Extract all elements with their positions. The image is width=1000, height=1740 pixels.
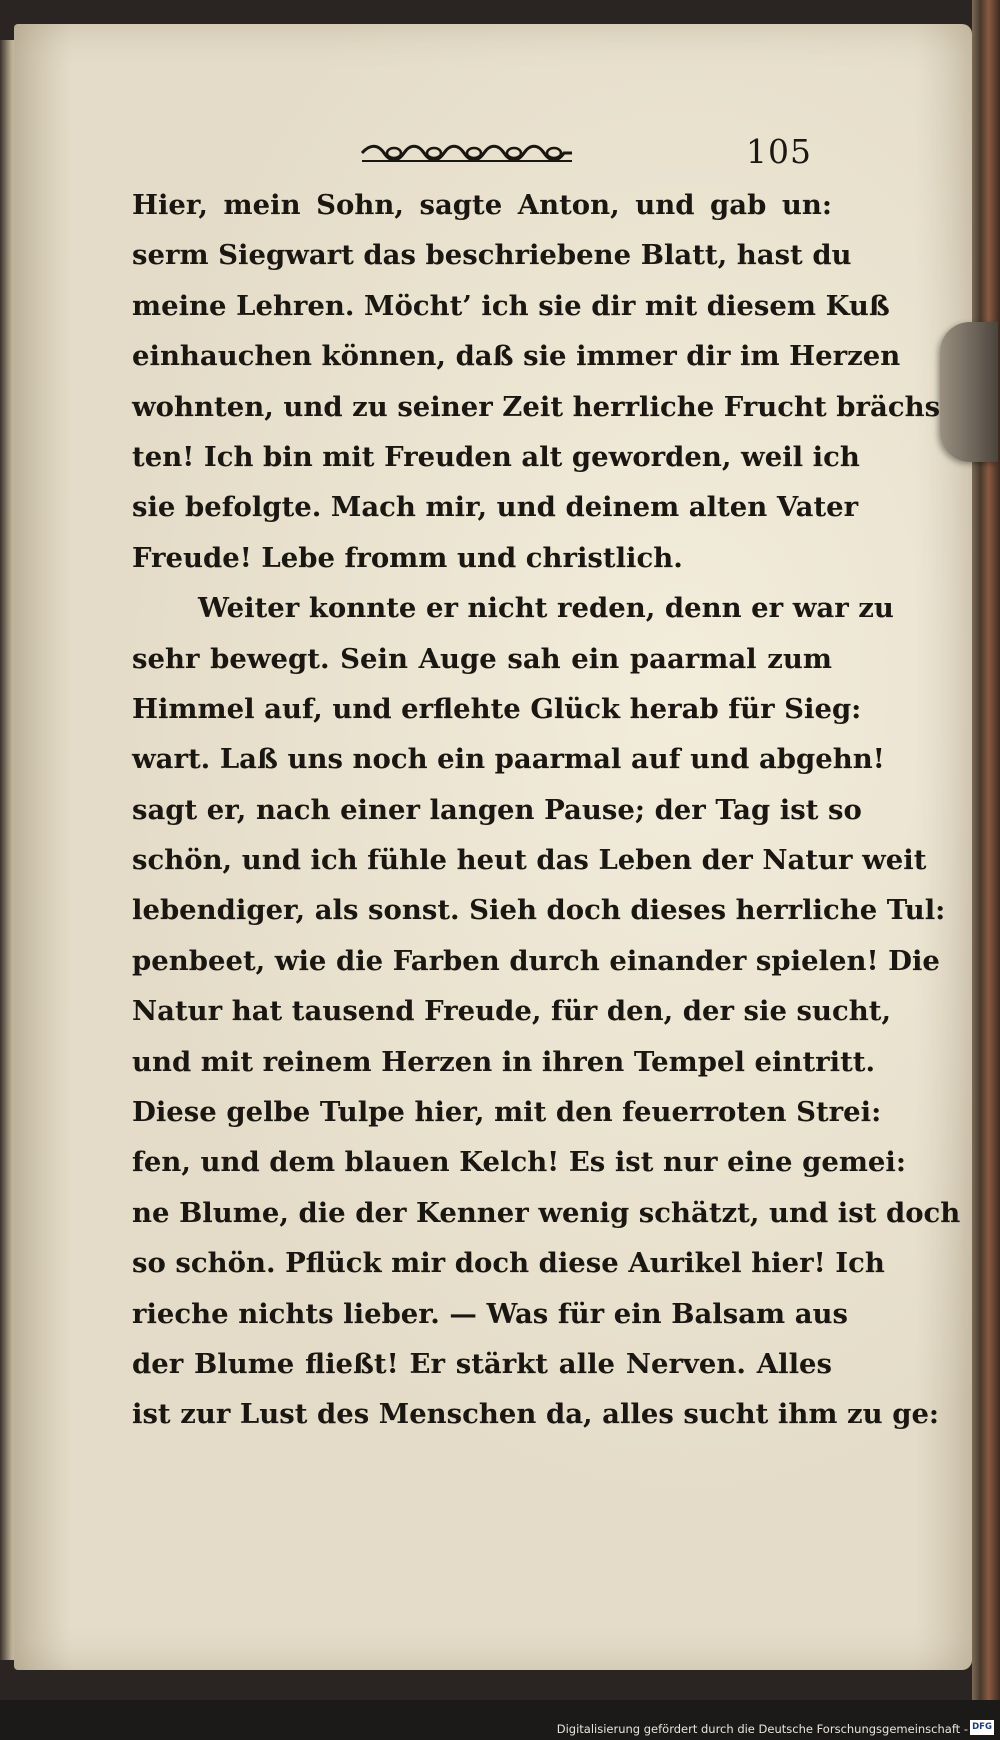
text-line: sehr bewegt. Sein Auge sah ein paarmal zum bbox=[132, 642, 832, 675]
text-line: der Blume fließt! Er stärkt alle Nerven. Alles bbox=[132, 1347, 832, 1380]
text-line: ist zur Lust des Menschen da, alles sucht ihm zu ge: bbox=[132, 1398, 940, 1431]
page-number: 105 bbox=[746, 132, 812, 171]
text-line: sagt er, nach einer langen Pause; der Tag ist so bbox=[132, 793, 862, 826]
text-line: Freude! Lebe fromm und christlich. bbox=[132, 541, 683, 574]
text-line: schön, und ich fühle heut das Leben der Natur weit bbox=[132, 844, 927, 877]
text-line: Hier, mein Sohn, sagte Anton, und gab un: bbox=[132, 189, 832, 221]
text-line: Diese gelbe Tulpe hier, mit den feuerroten Strei: bbox=[132, 1096, 882, 1129]
text-line: Weiter konnte er nicht reden, denn er war zu bbox=[198, 592, 894, 625]
text-line: rieche nichts lieber. — Was für ein Balsam aus bbox=[132, 1297, 849, 1330]
text-line: so schön. Pflück mir doch diese Aurikel hier! Ich bbox=[132, 1247, 885, 1280]
decorative-header-rule-icon bbox=[360, 142, 574, 164]
dfg-logo: DFG bbox=[970, 1720, 994, 1735]
text-line: lebendiger, als sonst. Sieh doch dieses herrliche Tul: bbox=[132, 894, 946, 927]
text-line: und mit reinem Herzen in ihren Tempel eintritt. bbox=[132, 1045, 876, 1078]
digitization-credit: Digitalisierung gefördert durch die Deutsche Forschungsgemeinschaft - bbox=[556, 1722, 968, 1736]
text-line: meine Lehren. Möcht’ ich sie dir mit diesem Kuß bbox=[132, 289, 890, 322]
text-line: wart. Laß uns noch ein paarmal auf und abgehn! bbox=[132, 743, 885, 776]
page-header bbox=[360, 132, 820, 172]
body-text bbox=[132, 180, 961, 1440]
text-line: sie befolgte. Mach mir, und deinem alten Vater bbox=[132, 491, 859, 524]
text-line: Himmel auf, und erflehte Glück herab für Sieg: bbox=[132, 692, 862, 725]
page-clip bbox=[940, 322, 998, 462]
text-line: fen, und dem blauen Kelch! Es ist nur eine gemei: bbox=[132, 1146, 907, 1179]
book-cover-edge bbox=[972, 0, 1000, 1700]
text-line: penbeet, wie die Farben durch einander spielen! Die bbox=[132, 944, 940, 977]
text-line: einhauchen können, daß sie immer dir im Herzen bbox=[132, 340, 901, 373]
text-line: Natur hat tausend Freude, für den, der sie sucht, bbox=[132, 995, 892, 1028]
text-line: ten! Ich bin mit Freuden alt geworden, weil ich bbox=[132, 440, 860, 473]
text-line: serm Siegwart das beschriebene Blatt, hast du bbox=[132, 239, 852, 272]
text-line: ne Blume, die der Kenner wenig schätzt, und ist doch bbox=[132, 1196, 961, 1229]
text-line: wohnten, und zu seiner Zeit herrliche Frucht brächs bbox=[132, 390, 941, 423]
